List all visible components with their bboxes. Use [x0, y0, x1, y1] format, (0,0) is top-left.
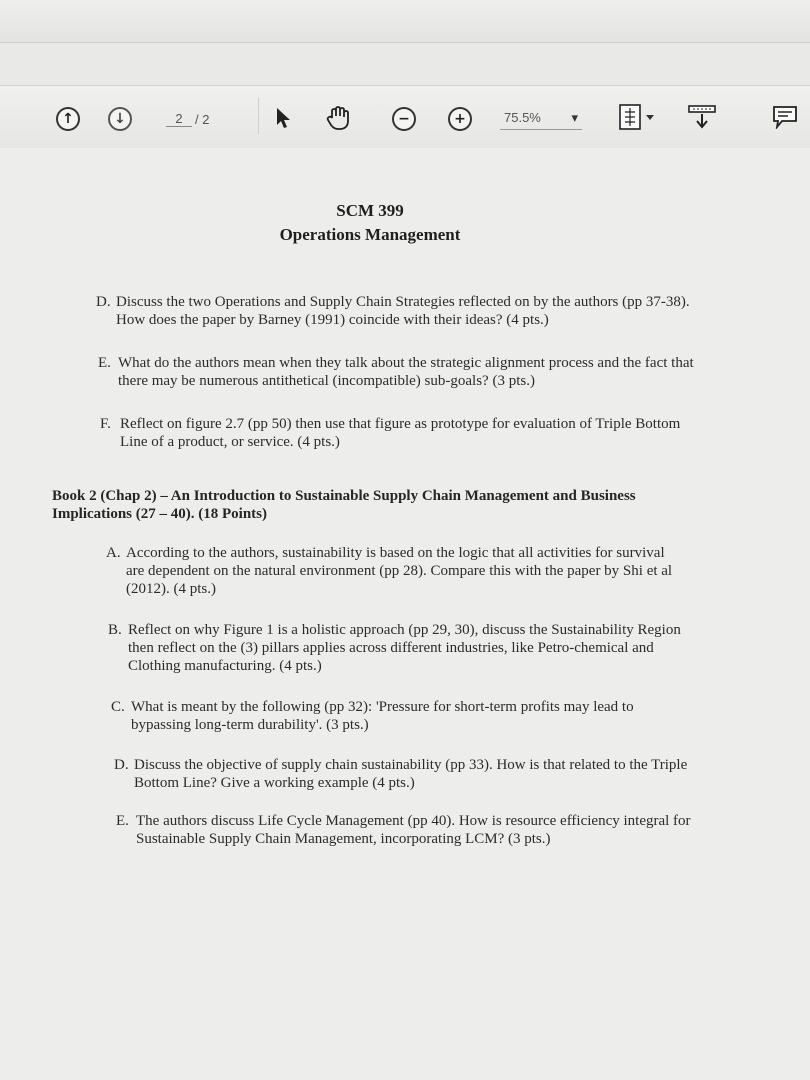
comment-button[interactable]	[770, 102, 800, 132]
question-d-part2	[114, 756, 694, 792]
question-letter: D.	[96, 294, 111, 310]
question-letter: A.	[106, 545, 121, 561]
document-page	[0, 148, 810, 1080]
question-text: Reflect on why Figure 1 is a holistic approach (pp 29, 30), discuss the Sustainability Region then reflect on the (3) pillars applies across different industries, like Petro-chemical and Clothing manufacturing. (4 pts.)	[128, 622, 681, 674]
question-e-part1	[98, 354, 696, 390]
question-letter: B.	[108, 622, 122, 638]
toolbar-divider	[258, 98, 259, 134]
zoom-in-button[interactable]	[448, 107, 472, 131]
hand-icon	[325, 105, 351, 131]
page-number-input[interactable]: 2	[166, 111, 192, 127]
question-letter: E.	[116, 813, 129, 829]
question-letter: E.	[98, 355, 111, 371]
zoom-level-value: 75.5%	[504, 110, 541, 125]
fit-page-button[interactable]	[614, 100, 658, 134]
question-f-part1	[100, 415, 700, 451]
window-top-band	[0, 0, 810, 43]
plus-icon: +	[454, 111, 466, 127]
question-letter: D.	[114, 757, 129, 773]
question-letter: C.	[111, 699, 125, 715]
page-indicator	[166, 108, 209, 130]
fit-page-icon	[616, 102, 656, 132]
question-c-part2	[111, 698, 687, 734]
arrow-down-icon: ↓	[114, 111, 126, 127]
question-text: Reflect on figure 2.7 (pp 50) then use that figure as prototype for evaluation of Triple Bottom Line of a product, or service. (4 pts.)	[120, 416, 681, 450]
previous-page-button[interactable]	[56, 107, 80, 131]
zoom-out-button[interactable]	[392, 107, 416, 131]
question-text: What is meant by the following (pp 32): 'Pressure for short-term profits may lead to bypassing long-term durability'. (3 pts.)	[131, 699, 634, 733]
question-e-part2	[116, 812, 696, 848]
arrow-up-icon: ↑	[62, 111, 74, 127]
question-text: Discuss the objective of supply chain sustainability (pp 33). How is that related to the Triple Bottom Line? Give a working example (4 pts.)	[134, 757, 688, 791]
minus-icon: −	[398, 111, 410, 127]
page-total: / 2	[195, 111, 210, 127]
question-text: The authors discuss Life Cycle Management (pp 40). How is resource efficiency integral for Sustainable Supply Chain Management, incorporating LCM? (3 pts.)	[136, 813, 691, 847]
next-page-button[interactable]	[108, 107, 132, 131]
question-text: According to the authors, sustainability is based on the logic that all activities for survival are dependent on the natural environment (pp 28). Compare this with the paper by Shi et al (2012). (4 pts.)	[126, 545, 673, 597]
course-name: Operations Management	[279, 225, 461, 244]
scroll-down-icon	[687, 104, 717, 130]
section-heading: Book 2 (Chap 2) – An Introduction to Sustainable Supply Chain Management and Business Implications (27 – 40). (18 Points)	[52, 488, 636, 522]
comment-icon	[772, 105, 798, 129]
course-code: SCM 399	[336, 201, 404, 220]
question-b-part2	[108, 621, 688, 675]
hand-tool-button[interactable]	[322, 102, 354, 134]
question-letter: F.	[100, 416, 111, 432]
question-text: What do the authors mean when they talk about the strategic alignment process and the fact that there may be numerous antithetical (incompatible) sub-goals? (3 pts.)	[118, 355, 694, 389]
scroll-mode-button[interactable]	[684, 102, 720, 132]
cursor-arrow-icon	[275, 107, 293, 129]
zoom-level-select[interactable]	[500, 106, 582, 130]
chevron-down-icon: ▾	[571, 109, 578, 125]
select-tool-button[interactable]	[270, 104, 298, 132]
question-text: Discuss the two Operations and Supply Chain Strategies reflected on by the authors (pp 37-38). How does the paper by Barney (1991) coincide with their ideas? (4 pts.)	[116, 294, 690, 328]
question-d-part1	[96, 293, 696, 329]
question-a-part2	[106, 544, 674, 598]
